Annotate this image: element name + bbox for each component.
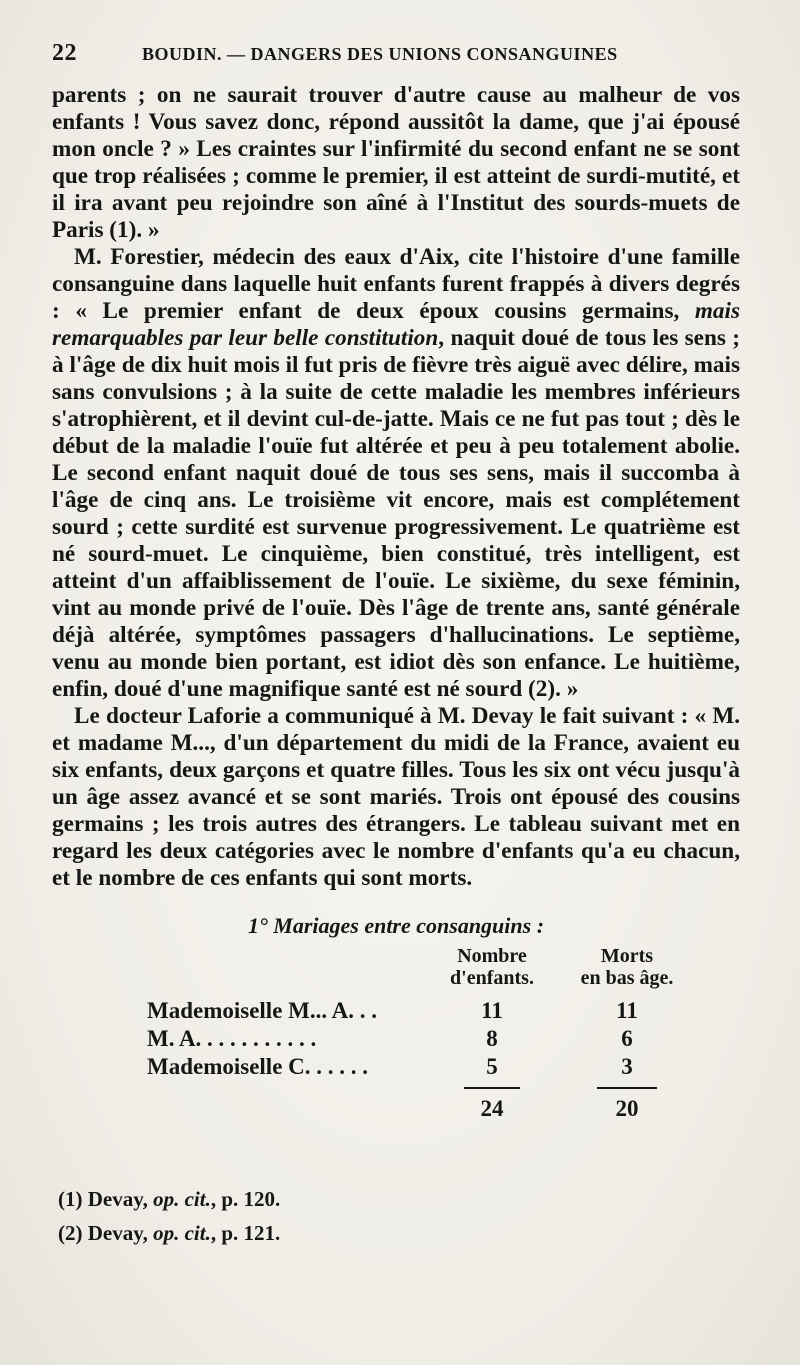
paragraph-2-start: M. Forestier, médecin des eaux d'Aix, cite l'histoire d'une famille consanguine dans laquelle huit enfants furent frappés à divers degrés : « Le premier enfant de deux époux cousins germains, [52,244,740,324]
running-title: BOUDIN. — DANGERS DES UNIONS CONSANGUINES [142,44,618,64]
row-children: 11 [481,998,503,1023]
col-header-children [432,945,552,989]
marriage-table [52,945,740,1145]
page-number: 22 [52,40,77,66]
footnote-1 [58,1182,738,1216]
sum-rule-children [464,1087,520,1089]
footnote-1-italic: op. cit. [153,1187,211,1211]
table-row [147,997,377,1024]
paragraph-2 [52,244,740,703]
page-body [52,82,740,1145]
page-header [52,40,752,70]
col-header-children-l1: Nombre [457,945,527,967]
paragraph-1: parents ; on ne saurait trouver d'autre cause au malheur de vos enfants ! Vous savez donc, répond aussitôt la dame, que j'ai épousé mon oncle ? » Les craintes sur l'infirmité du second enfant ne se sont que trop réalisées ; comme le premier, il est atteint de surdi-mutité, et il ira avant peu rejoindre son aîné à l'Institut des sourds-muets de Paris (1). » [52,82,740,243]
footnote-1-end: , p. 120. [210,1187,281,1211]
row-children: 8 [486,1026,498,1051]
row-dead: 6 [621,1026,633,1051]
footnote-2-italic: op. cit. [153,1221,211,1245]
section-title [52,912,740,939]
paragraph-2-end: , naquit doué de tous les sens ; à l'âge de dix huit mois il fut pris de fièvre très aiguë avec délire, mais sans convulsions ; à la suite de cette maladie les membres inférieurs s'atrophièrent, et il devint cul-de-jatte. Mais ce ne fut pas tout ; dès le début de la maladie l'ouïe fut altérée et peu à peu totalement abolie. Le second enfant naquit doué de tous ses sens, mais il succomba à l'âge de cinq ans. Le troisième vit encore, mais est complétement sourd ; cette surdité est survenue progressivement. Le quatrième est né sourd-muet. Le cinquième, bien constitué, très intelligent, est atteint d'un affaiblissement de l'ouïe. Le sixième, du sexe féminin, vint au monde privé de l'ouïe. Dès l'âge de trente ans, santé générale déjà altérée, symptômes passagers d'hallucinations. Le septième, venu au monde bien portant, est idiot dès son enfance. Le huitième, enfin, doué d'une magnifique santé est né sourd (2). » [52,325,740,702]
paragraph-2-italic: mais remarquables par leur belle constitution [52,298,740,351]
row-dead: 3 [621,1054,633,1079]
total-dead: 20 [615,1096,639,1121]
col-header-dead-l1: Morts [600,945,654,967]
col-header-dead-l2: en bas âge. [580,967,674,989]
total-children: 24 [480,1096,504,1121]
footnote-2-end: , p. 121. [210,1221,281,1245]
table-row [147,1025,316,1052]
footnote-2 [58,1216,738,1250]
footnote-2-start: (2) Devay, [58,1221,154,1245]
row-dead: 11 [616,998,638,1023]
col-header-dead [562,945,692,989]
table-row [147,1053,368,1080]
row-name: Mademoiselle M... A. . . [147,998,377,1023]
footnote-1-start: (1) Devay, [58,1187,154,1211]
section-title-text: 1° Mariages entre consanguins : [247,913,545,938]
sum-rule-dead [597,1087,657,1089]
footnotes [58,1182,738,1250]
row-name: Mademoiselle C. . . . . . [147,1054,369,1079]
row-children: 5 [486,1054,498,1079]
paragraph-3: Le docteur Laforie a communiqué à M. Devay le fait suivant : « M. et madame M..., d'un département du midi de la France, avaient eu six enfants, deux garçons et quatre filles. Tous les six ont vécu jusqu'à un âge assez avancé et se sont mariés. Trois ont épousé des cousins germains ; les trois autres des étrangers. Le tableau suivant met en regard les deux catégories avec le nombre d'enfants qu'a eu chacun, et le nombre de ces enfants qui sont morts. [52,703,740,891]
col-header-children-l2: d'enfants. [450,967,534,989]
row-name: M. A. . . . . . . . . . . [147,1026,317,1051]
